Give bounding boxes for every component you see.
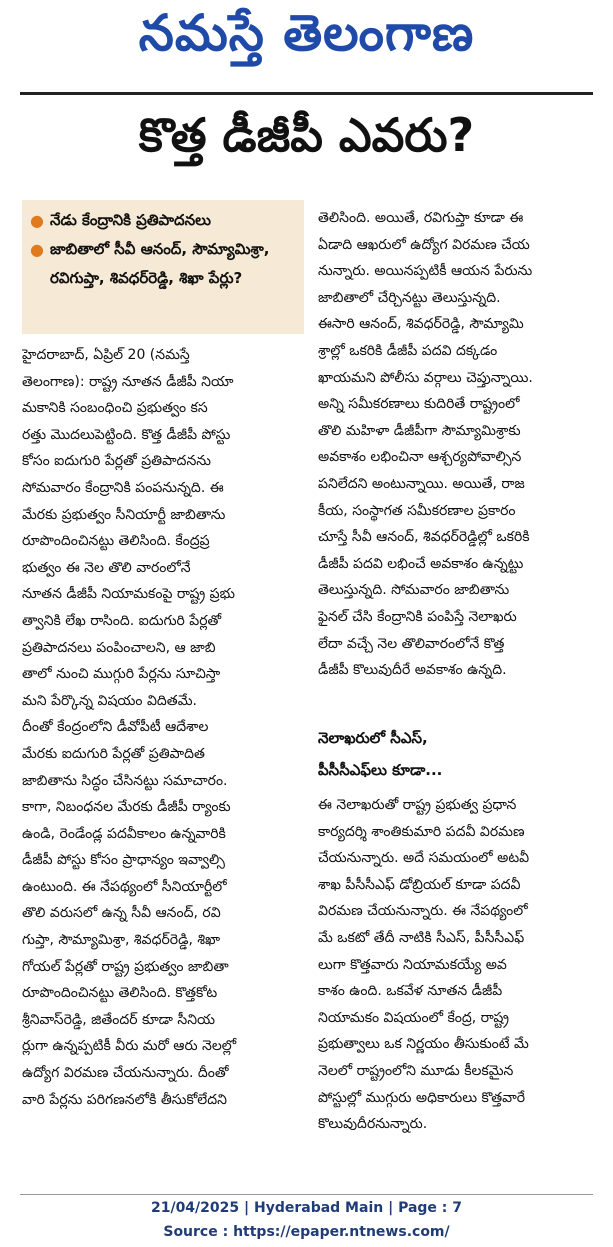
text-line: తెలుస్తున్నది. సోమవారం జాబితాను bbox=[318, 582, 510, 599]
text-line: పీసీసీఎఫ్‌లు కూడా... bbox=[318, 761, 443, 779]
newspaper-logo: నమస్తే తెలంగాణ bbox=[138, 3, 475, 62]
text-line: నెలాఖరులో సీఎస్, bbox=[318, 729, 428, 747]
text-line: ప్రభుత్వాలు ఒక నిర్ణయం తీసుకుంటే మే bbox=[318, 1036, 529, 1053]
text-line: డీజీపీ పోస్టు కోసం ప్రాధాన్యం ఇవ్వాల్సి bbox=[22, 852, 225, 869]
footer bbox=[0, 1196, 613, 1244]
text-line: చూస్తే సీవీ ఆనంద్, శివధర్‌రెడ్డిల్లో ఒకరికి bbox=[318, 529, 530, 546]
footer-source-link[interactable]: Source : https://epaper.ntnews.com/ bbox=[163, 1224, 450, 1240]
text-line: ఖాయమని పోలీసు వర్గాలు చెప్తున్నాయి. bbox=[318, 369, 533, 386]
text-line: పోస్టుల్లో ముగ్గురు అధికారులు కొత్తవారే bbox=[318, 1089, 526, 1106]
text-line: చేయనున్నారు. అదే సమయంలో అటవీ bbox=[318, 850, 530, 867]
text-line: ఉంటుంది. ఈ నేపథ్యంలో సీనియార్టీలో bbox=[22, 878, 227, 895]
text-line: హైదరాబాద్, ఏప్రిల్ 20 (నమస్తే bbox=[22, 347, 190, 363]
text-line: మని పేర్కొన్న విషయం విదితమే. bbox=[22, 692, 197, 709]
text-line: ఈ నెలాఖరుతో రాష్ట్ర ప్రభుత్వ ప్రధాన bbox=[318, 797, 517, 813]
text-line: శ్రాల్లో ఒకరికి డీజీపీ పదవి దక్కడం bbox=[318, 342, 498, 359]
text-line: రత్తు మొదలుపెట్టింది. కొత్త డీజీపీ పోస్టు bbox=[22, 426, 231, 443]
article-column-right bbox=[318, 205, 600, 684]
text-line: శ్రీనివాస్‌రెడ్డి, జితేందర్ కూడా సీనియ bbox=[22, 1011, 216, 1028]
text-line: అవకాశం లభించినా ఆశ్చర్యపోవాల్సిన bbox=[318, 449, 522, 466]
text-line: ఫైనల్ చేసి కేంద్రానికి పంపిస్తే నెలాఖరు bbox=[318, 608, 517, 625]
text-line: మకానికి సంబంధించి ప్రభుత్వం కస bbox=[22, 400, 208, 417]
text-line: నెలలో రాష్ట్రంలోని మూడు కీలకమైన bbox=[318, 1062, 514, 1079]
text-line: డీజీపీ పదవి లభించే అవకాశం ఉన్నట్టు bbox=[318, 555, 524, 572]
text-line: నియామకం విషయంలో కేంద్ర, రాష్ట్ర bbox=[318, 1009, 509, 1026]
text-line: మేరకు ప్రభుత్వం సీనియార్టీ జాబితాను bbox=[22, 506, 226, 523]
text-line: రూపొందించినట్టు తెలిసింది. కొత్తకోట bbox=[22, 985, 218, 1002]
text-line: విరమణ చేయనున్నారు. ఈ నేపథ్యంలో bbox=[318, 903, 528, 920]
text-line: అన్ని సమీకరణాలు కుదిరితే రాష్ట్రంలో bbox=[318, 396, 520, 413]
text-line: జాబితాను సిద్ధం చేసినట్టు సమాచారం. bbox=[22, 772, 228, 789]
bottom-divider bbox=[20, 1194, 593, 1195]
text-line: కార్యదర్శి శాంతికుమారి పదవీ విరమణ bbox=[318, 823, 525, 840]
highlight-text: నేడు కేంద్రానికి ప్రతిపాదనలు bbox=[49, 211, 211, 229]
text-line: వారి పేర్లను పరిగణనలోకి తీసుకోలేదని bbox=[22, 1091, 227, 1108]
text-line: నూతన డీజీపీ నియామకంపై రాష్ట్ర ప్రభు bbox=[22, 586, 235, 603]
top-divider bbox=[20, 92, 593, 95]
article-headline: కొత్త డీజీపీ ఎవరు? bbox=[138, 108, 475, 162]
text-line: ఉద్యోగ విరమణ చేయనున్నారు. దీంతో bbox=[22, 1065, 229, 1082]
text-line: లేదా వచ్చే నెల తొలివారంలోనే కొత్త bbox=[318, 635, 505, 652]
text-line: జాబితాలో చేర్చినట్టు తెలుస్తున్నది. bbox=[318, 289, 501, 306]
text-line: ఈసారి ఆనంద్, శివధర్‌రెడ్డి, సౌమ్యామి bbox=[318, 316, 524, 333]
text-line: తెలిసింది. అయితే, రవిగుప్తా కూడా ఈ bbox=[318, 210, 524, 226]
text-line: తొలి వరుసలో ఉన్న సీవీ ఆనంద్, రవి bbox=[22, 905, 221, 922]
text-line: కాశం ఉంది. ఒకవేళ నూతన డీజీపీ bbox=[318, 983, 503, 1000]
text-line: కాగా, నిబంధనల మేరకు డీజీపీ ర్యాంకు bbox=[22, 799, 231, 816]
highlight-item bbox=[30, 206, 296, 235]
text-line: శాఖ పీసీసీఎఫ్ డోబ్రియల్ కూడా పదవీ bbox=[318, 876, 521, 893]
text-line: ర్లుగా ఉన్నప్పటికీ వీరు మరో ఆరు నెలల్లో bbox=[22, 1038, 237, 1055]
text-line: లుగా కొత్తవారు నియామకయ్యే అవ bbox=[318, 956, 507, 973]
text-line: రూపొందించినట్టు తెలిసింది. కేంద్రప్ర bbox=[22, 533, 210, 550]
text-line: దీంతో కేంద్రంలోని డీవోపీటీ ఆదేశాల bbox=[22, 719, 209, 736]
text-line: తాలో నుంచి ముగ్గురి పేర్లను సూచిస్తా bbox=[22, 666, 221, 683]
highlights-box bbox=[22, 200, 304, 334]
text-line: కోసం ఐదుగురి పేర్లతో ప్రతిపాదనను bbox=[22, 453, 211, 470]
text-line: పనిలేదని అంటున్నాయి. అయితే, రాజ bbox=[318, 475, 525, 492]
footer-edition-info: 21/04/2025 | Hyderabad Main | Page : 7 bbox=[150, 1200, 463, 1216]
text-line: ప్రతిపాదనలు పంపించాలని, ఆ జాబి bbox=[22, 639, 216, 656]
bullet-icon: ● bbox=[30, 240, 44, 259]
text-line: తొలి మహిళా డీజీపీగా సౌమ్యామిశ్రాకు bbox=[318, 422, 521, 439]
text-line: మే ఒకటో తేదీ నాటికి సీఎస్, పీసీసీఎఫ్ bbox=[318, 929, 525, 946]
text-line: డీజీపీ కొలువుదీరే అవకాశం ఉన్నది. bbox=[318, 662, 507, 679]
text-line: గోయల్ పేర్లతో రాష్ట్ర ప్రభుత్వం జాబితా bbox=[22, 958, 229, 975]
masthead bbox=[0, 0, 613, 78]
text-line: కీయ, సంస్థాగత సమీకరణాల ప్రకారం bbox=[318, 502, 516, 519]
text-line: కొలువుదీరనున్నారు. bbox=[318, 1116, 428, 1133]
text-line: నున్నారు. అయినప్పటికీ ఆయన పేరును bbox=[318, 263, 533, 280]
text-line: మేరకు ఐదుగురి పేర్లతో ప్రతిపాదిత bbox=[22, 745, 205, 762]
text-line: త్వానికి లేఖ రాసింది. ఐదుగురి పేర్లతో bbox=[22, 612, 222, 629]
section-subheading bbox=[318, 722, 600, 786]
text-line: భుత్వం ఈ నెల తొలి వారంలోనే bbox=[22, 559, 191, 576]
text-line: సోమవారం కేంద్రానికి పంపనున్నది. ఈ bbox=[22, 479, 224, 496]
text-line: తెలంగాణ): రాష్ట్ర నూతన డీజీపీ నియా bbox=[22, 373, 234, 390]
text-line: ఉండి, రెండేండ్ల పదవీకాలం ఉన్నవారికి bbox=[22, 825, 226, 842]
highlight-item bbox=[30, 235, 296, 293]
bullet-icon: ● bbox=[30, 211, 44, 230]
article-column-left bbox=[22, 342, 304, 1113]
article-column-right-lower bbox=[318, 792, 600, 1138]
highlight-text: జాబితాలో సీవీ ఆనంద్, సౌమ్యామిశ్రా, రవిగుప్తా, శివధర్‌రెడ్డి, శిఖా పేర్లు? bbox=[49, 240, 270, 287]
text-line: గుప్తా, సౌమ్యామిశ్రా, శివధర్‌రెడ్డి, శిఖా bbox=[22, 932, 221, 949]
text-line: ఏడాది ఆఖరులో ఉద్యోగ విరమణ చేయ bbox=[318, 236, 530, 253]
